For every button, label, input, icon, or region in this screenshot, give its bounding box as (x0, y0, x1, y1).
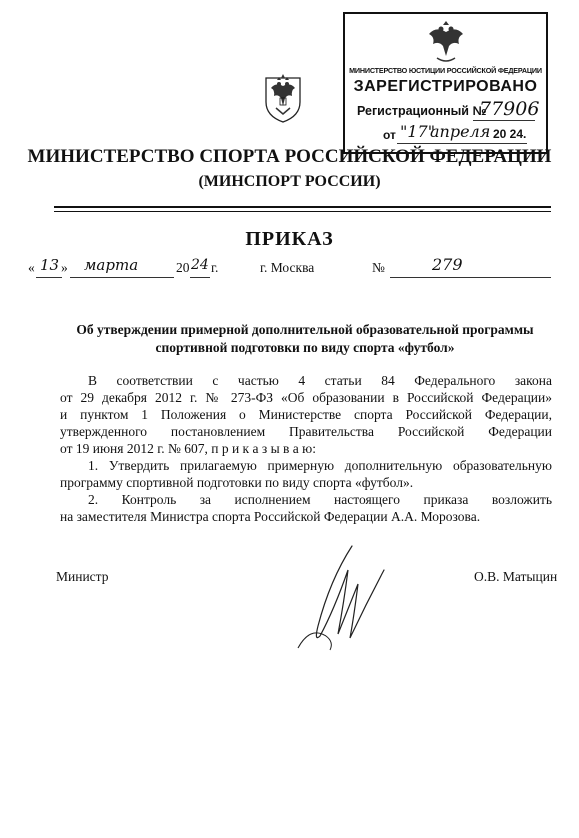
body-paragraph-1 (60, 372, 552, 457)
order-day: 13 (40, 256, 60, 274)
year-underline (190, 277, 210, 278)
stamp-regno-label: Регистрационный № (357, 104, 487, 118)
stamp-date-month: апреля (430, 122, 491, 141)
order-city: г. Москва (260, 260, 315, 275)
paragraph-3-line-2: на заместителя Министра спорта Российской Федерации А.А. Морозова. (60, 509, 481, 524)
paragraph-1-line-3: и пунктом 1 Положения о Министерстве спорта Российской Федерации, (60, 407, 552, 422)
order-year-dot: г. (211, 260, 219, 275)
stamp-ministry-name: МИНИСТЕРСТВО ЮСТИЦИИ РОССИЙСКОЙ ФЕДЕРАЦИИ (349, 66, 542, 75)
paragraph-1-line-5: от 19 июня 2012 г. № 607, п р и к а з ы в а ю: (60, 441, 316, 456)
stamp-registered-label: ЗАРЕГИСТРИРОВАНО (353, 78, 538, 95)
registration-stamp (343, 12, 548, 154)
header-divider-thick (54, 206, 551, 208)
paragraph-2-line-1: 1. Утвердить прилагаемую примерную дополнительную образовательную (88, 458, 552, 473)
day-underline (36, 277, 62, 278)
ministry-short-name: (МИНСПОРТ РОССИИ) (198, 173, 381, 190)
order-month: марта (84, 256, 139, 274)
signatory-name: О.В. Матыцин (474, 569, 558, 584)
date-quote-open: « (28, 260, 35, 275)
order-subject-line-2: спортивной подготовки по виду спорта «футбол» (155, 340, 455, 355)
body-paragraph-3 (60, 491, 552, 525)
stamp-date-day: "17" (400, 122, 436, 141)
order-number-label: № (372, 260, 385, 275)
coat-of-arms-emblem (262, 72, 304, 124)
order-year-suffix: 24 (191, 257, 209, 273)
paragraph-2-line-2: программу спортивной подготовки по виду спорта «футбол». (60, 475, 414, 490)
order-subject (60, 321, 550, 357)
handwritten-signature (290, 540, 400, 655)
ministry-name: МИНИСТЕРСТВО СПОРТА РОССИЙСКОЙ ФЕДЕРАЦИИ (27, 146, 552, 167)
stamp-date-year: 20 24. (493, 127, 527, 141)
stamp-regno-underline (473, 120, 535, 121)
paragraph-3-line-1: 2. Контроль за исполнением настоящего приказа возложить (88, 492, 552, 507)
order-year-prefix: 20 (176, 260, 190, 275)
date-quote-close: » (61, 260, 68, 275)
stamp-date-prefix: от (383, 128, 396, 142)
order-title: ПРИКАЗ (245, 228, 334, 250)
order-number: 279 (432, 255, 463, 274)
paragraph-1-line-1: В соответствии с частью 4 статьи 84 Федерального закона (88, 373, 552, 388)
paragraph-1-line-2: от 29 декабря 2012 г. № 273-ФЗ «Об образовании в Российской Федерации» (60, 390, 552, 405)
stamp-regno-value: 77906 (479, 98, 540, 120)
body-paragraph-2 (60, 457, 552, 491)
order-subject-line-1: Об утверждении примерной дополнительной образовательной программы (76, 322, 534, 337)
month-underline (70, 277, 174, 278)
number-underline (390, 277, 551, 278)
header-divider-thin (54, 211, 551, 212)
signatory-title: Министр (56, 569, 109, 584)
paragraph-1-line-4: утвержденного постановлением Правительства Российской Федерации (60, 424, 552, 439)
stamp-date-underline (397, 143, 527, 144)
stamp-emblem-icon (423, 20, 469, 64)
